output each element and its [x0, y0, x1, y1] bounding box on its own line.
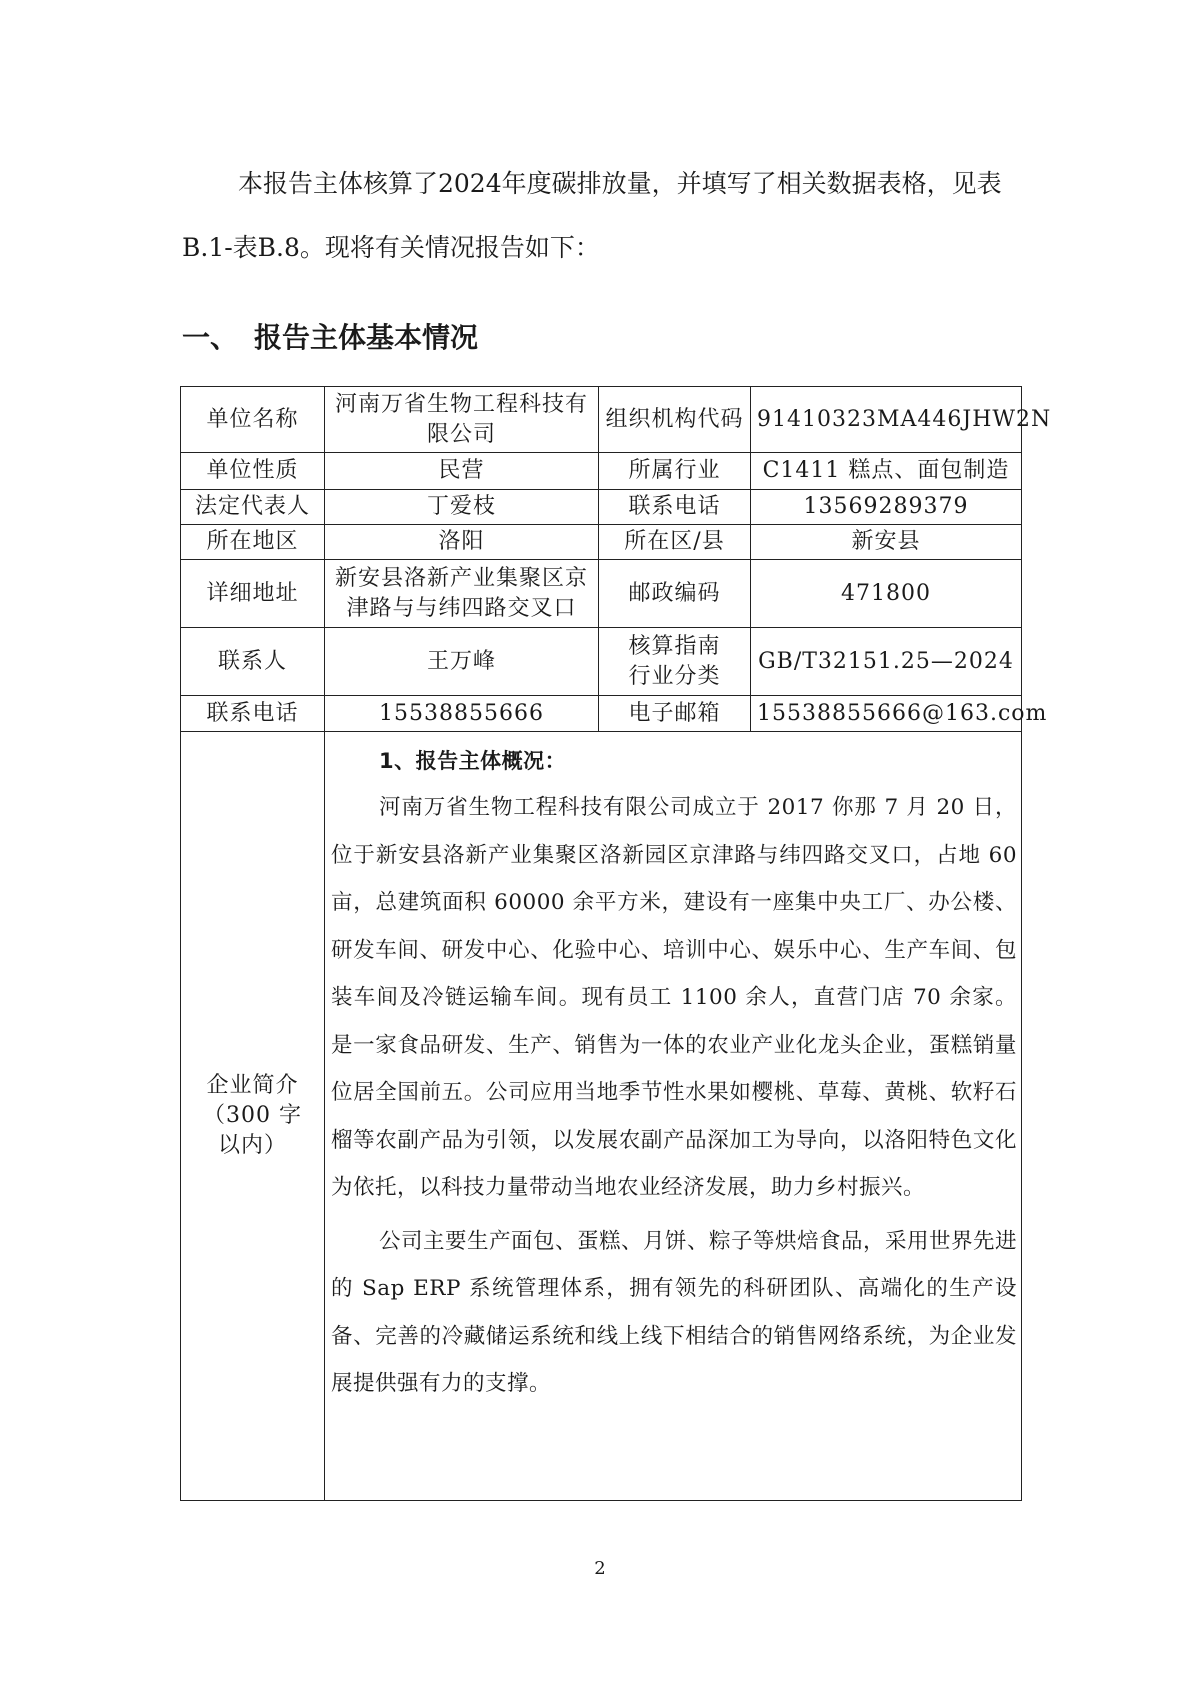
table-cell: 洛阳 — [325, 525, 599, 560]
table-cell: 河南万省生物工程科技有限公司 — [325, 387, 599, 453]
table-cell: GB/T32151.25—2024 — [751, 628, 1022, 696]
profile-paragraph: 公司主要生产面包、蛋糕、月饼、粽子等烘焙食品，采用世界先进的 Sap ERP 系统管理体系，拥有领先的科研团队、高端化的生产设备、完善的冷藏储运系统和线上线下相结合的销售网络系统，为企业发展提供强有力的支撑。 — [331, 1228, 1018, 1396]
table-cell: 所属行业 — [599, 453, 751, 490]
table-cell: 单位性质 — [181, 453, 325, 490]
table-cell: 单位名称 — [181, 387, 325, 453]
table-cell: 新安县 — [751, 525, 1022, 560]
table-cell: 核算指南行业分类 — [599, 628, 751, 696]
table-cell: 法定代表人 — [181, 490, 325, 525]
table-row — [181, 490, 1022, 525]
table-cell: 民营 — [325, 453, 599, 490]
table-cell: 91410323MA446JHW2N — [751, 387, 1022, 453]
section-number: 一、 — [182, 321, 239, 354]
table-row — [181, 453, 1022, 490]
profile-paragraph: 河南万省生物工程科技有限公司成立于 2017 你那 7 月 20 日，位于新安县洛新产业集聚区洛新园区京津路与纬四路交叉口，占地 60 亩，总建筑面积 60000 余平方米，建设有一座集中央工厂、办公楼、研发车间、研发中心、化验中心、培训中心、娱乐中心、生产车间、包装车间及冷链运输车间。现有员工 1100 余人，直营门店 70 余家。是一家食品研发、生产、销售为一体的农业产业化龙头企业，蛋糕销量位居全国前五。公司应用当地季节性水果如樱桃、草莓、黄桃、软籽石榴等农副产品为引领，以发展农副产品深加工为导向，以洛阳特色文化为依托，以科技力量带动当地农业经济发展，助力乡村振兴。 — [331, 795, 1017, 1200]
profile-label: 企业简介（300 字以内） — [181, 732, 325, 1501]
table-row — [181, 525, 1022, 560]
intro-paragraph: 本报告主体核算了2024年度碳排放量，并填写了相关数据表格，见表B.1-表B.8。现将有关情况报告如下： — [182, 169, 1002, 262]
table-cell: 13569289379 — [751, 490, 1022, 525]
table-cell: 电子邮箱 — [599, 696, 751, 732]
table-cell: 新安县洛新产业集聚区京津路与与纬四路交叉口 — [325, 560, 599, 628]
basic-info-table — [180, 386, 1052, 1501]
table-cell: 组织机构代码 — [599, 387, 751, 453]
profile-content — [325, 732, 1022, 1501]
table-cell: 丁爱枝 — [325, 490, 599, 525]
section-heading — [182, 316, 478, 356]
table-cell: 详细地址 — [181, 560, 325, 628]
table-row — [181, 628, 1022, 696]
table-cell: 471800 — [751, 560, 1022, 628]
table-row — [181, 387, 1022, 453]
table-cell: 邮政编码 — [599, 560, 751, 628]
profile-subheading: 1、报告主体概况： — [379, 749, 567, 773]
table-row — [181, 696, 1022, 732]
table-cell: 所在地区 — [181, 525, 325, 560]
table-cell: 15538855666 — [325, 696, 599, 732]
page-number: 2 — [594, 1558, 606, 1579]
table-cell: 王万峰 — [325, 628, 599, 696]
table-cell: 15538855666@163.com — [751, 696, 1022, 732]
table-cell: C1411 糕点、面包制造 — [751, 453, 1022, 490]
table-cell: 联系电话 — [599, 490, 751, 525]
table-cell: 所在区/县 — [599, 525, 751, 560]
table-cell: 联系电话 — [181, 696, 325, 732]
table-cell: 联系人 — [181, 628, 325, 696]
table-row — [181, 732, 1022, 1501]
section-title: 报告主体基本情况 — [254, 321, 479, 354]
table-row — [181, 560, 1022, 628]
